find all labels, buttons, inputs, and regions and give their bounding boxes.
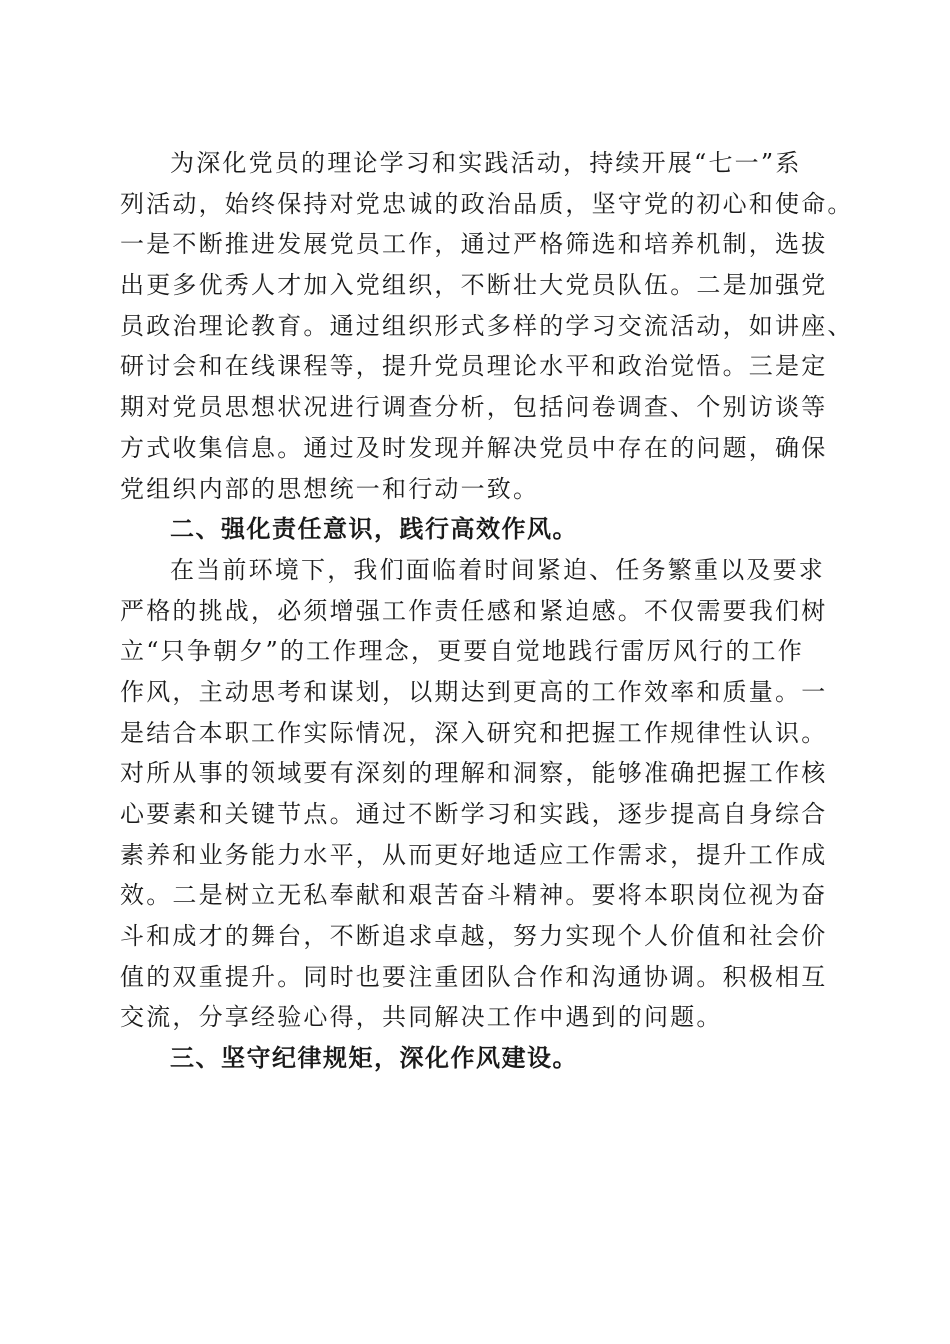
paragraph-2-line: 交流，分享经验心得，共同解决工作中遇到的问题。: [120, 1003, 723, 1032]
paragraph-1-line: 出更多优秀人才加入党组织，不断壮大党员队伍。二是加强党: [120, 271, 828, 300]
section-heading-3: 三、坚守纪律规矩，深化作风建设。: [170, 1044, 578, 1073]
paragraph-1-line: 方式收集信息。通过及时发现并解决党员中存在的问题，确保: [120, 433, 828, 462]
paragraph-2-line: 立“只争朝夕”的工作理念，更要自觉地践行雷厉风行的工作: [120, 637, 804, 666]
paragraph-1-line: 一是不断推进发展党员工作，通过严格筛选和培养机制，选拔: [120, 230, 828, 259]
paragraph-1-line: 员政治理论教育。通过组织形式多样的学习交流活动，如讲座、: [120, 311, 854, 340]
document-body: [120, 143, 854, 1079]
paragraph-1-line: 为深化党员的理论学习和实践活动，持续开展“七一”系: [170, 149, 802, 177]
paragraph-1-line: 党组织内部的思想统一和行动一致。: [120, 474, 540, 503]
paragraph-2-line: 素养和业务能力水平，从而更好地适应工作需求，提升工作成: [120, 840, 828, 869]
paragraph-2-line: 是结合本职工作实际情况，深入研究和把握工作规律性认识。: [120, 718, 828, 747]
paragraph-2-line: 值的双重提升。同时也要注重团队合作和沟通协调。积极相互: [120, 962, 828, 991]
paragraph-2-line: 心要素和关键节点。通过不断学习和实践，逐步提高自身综合: [120, 800, 828, 828]
paragraph-1-line: 列活动，始终保持对党忠诚的政治品质，坚守党的初心和使命。: [120, 189, 854, 218]
paragraph-2-line: 作风，主动思考和谋划，以期达到更高的工作效率和质量。一: [120, 677, 828, 706]
paragraph-2-line: 斗和成才的舞台，不断追求卓越，努力实现个人价值和社会价: [120, 922, 828, 951]
paragraph-1-line: 研讨会和在线课程等，提升党员理论水平和政治觉悟。三是定: [120, 352, 828, 381]
paragraph-1-line: 期对党员思想状况进行调查分析，包括问卷调查、个别访谈等: [120, 393, 828, 422]
paragraph-2-line: 效。二是树立无私奉献和艰苦奋斗精神。要将本职岗位视为奋: [120, 881, 828, 910]
paragraph-2-line: 严格的挑战，必须增强工作责任感和紧迫感。不仅需要我们树: [120, 596, 828, 625]
section-heading-2: 二、强化责任意识，践行高效作风。: [170, 515, 578, 544]
paragraph-2-line: 对所从事的领域要有深刻的理解和洞察，能够准确把握工作核: [120, 759, 828, 788]
paragraph-2-line: 在当前环境下，我们面临着时间紧迫、任务繁重以及要求: [170, 555, 825, 584]
